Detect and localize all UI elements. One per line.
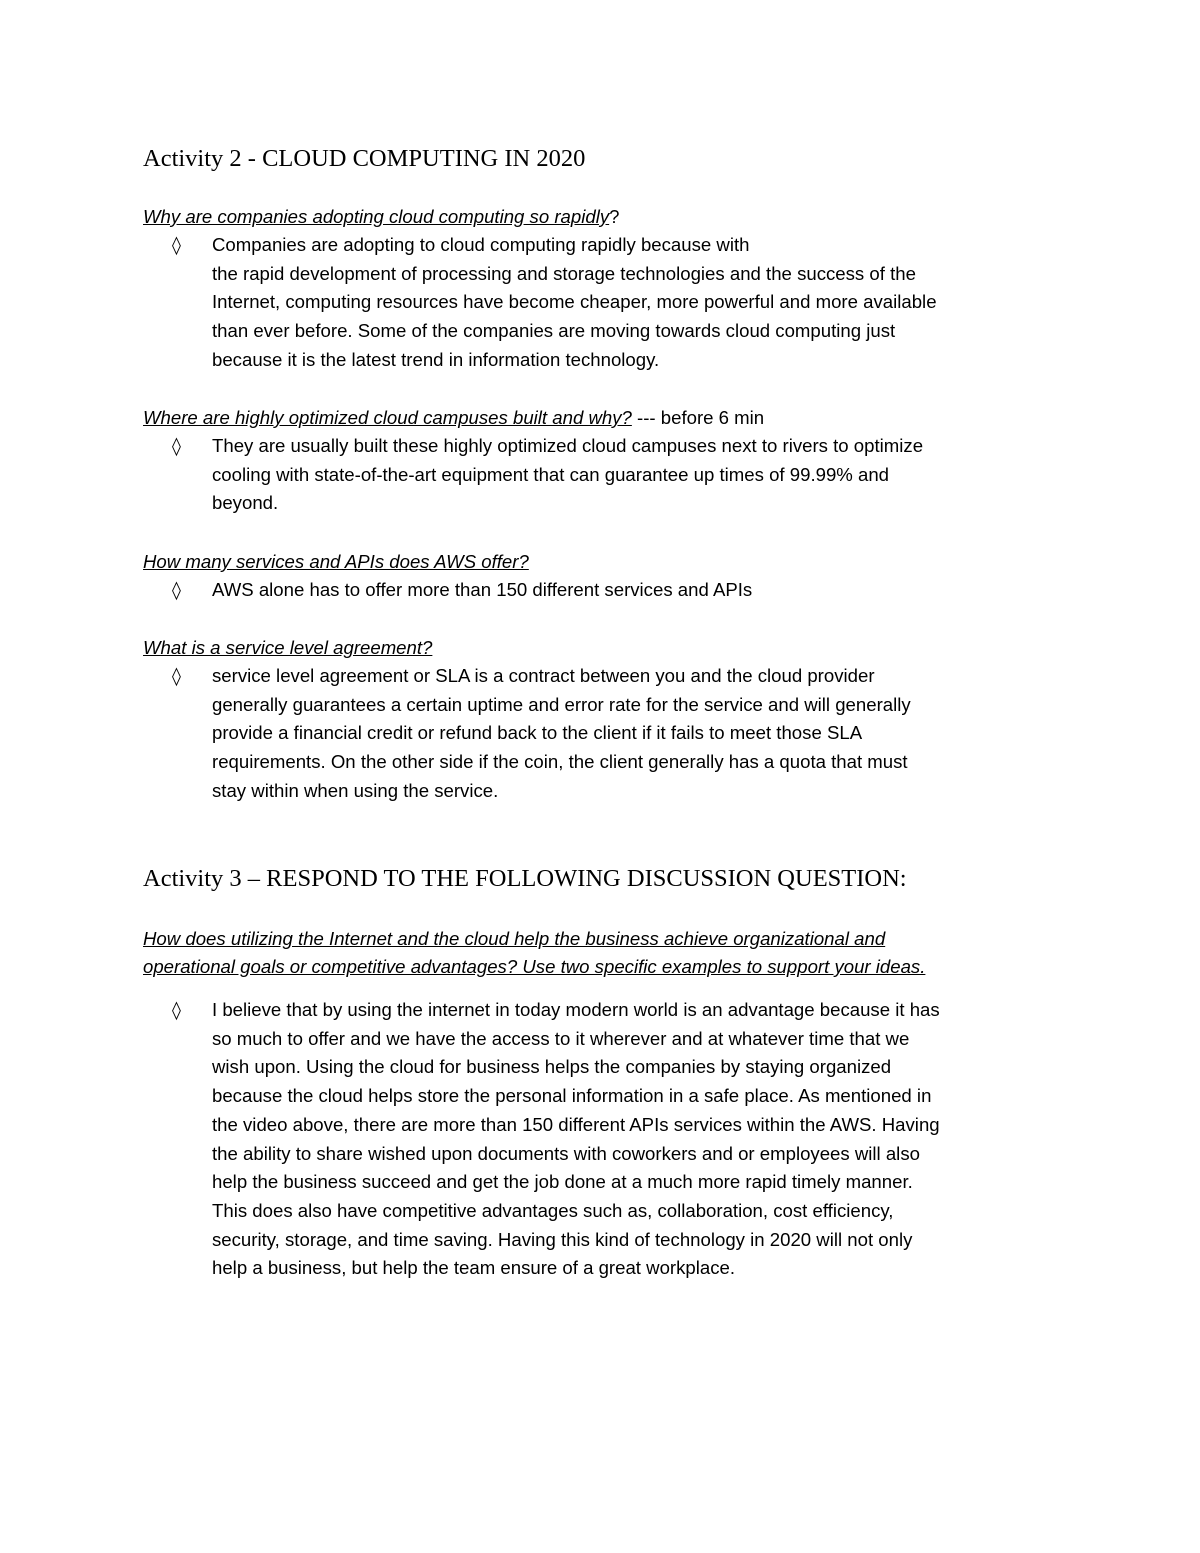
answer-line: I believe that by using the internet in today modern world is an advantage because it has xyxy=(212,999,940,1020)
bullet-diamond-icon: ◊ xyxy=(172,235,181,256)
question-2-text: Where are highly optimized cloud campuses built and why? xyxy=(143,407,632,428)
bullet-diamond-icon: ◊ xyxy=(172,1000,181,1021)
answer-line: requirements. On the other side if the coin, the client generally has a quota that must xyxy=(212,751,908,773)
answer-line: the video above, there are more than 150 different APIs services within the AWS. Having xyxy=(212,1113,940,1135)
question-4 xyxy=(143,634,432,662)
answer-line: service level agreement or SLA is a contract between you and the cloud provider xyxy=(212,665,875,686)
answer-line: provide a financial credit or refund back to the client if it fails to meet those SLA xyxy=(212,722,863,744)
activity-2-heading: Activity 2 - CLOUD COMPUTING IN 2020 xyxy=(143,145,586,172)
answer-line: They are usually built these highly optimized cloud campuses next to rivers to optimize xyxy=(212,435,924,456)
answer-line: because it is the latest trend in information technology. xyxy=(212,348,660,370)
answer-line: security, storage, and time saving. Having this kind of technology in 2020 will not only xyxy=(212,1228,913,1250)
answer-line: cooling with state-of-the-art equipment that can guarantee up times of 99.99% and xyxy=(212,463,890,485)
question-3-text: How many services and APIs does AWS offer? xyxy=(143,551,529,572)
bullet-diamond-icon: ◊ xyxy=(172,436,181,457)
question-2-tail: --- before 6 min xyxy=(631,407,765,428)
answer-1 xyxy=(212,231,1072,375)
answer-line: because the cloud helps store the personal information in a safe place. As mentioned in xyxy=(212,1085,932,1107)
answer-line: help the business succeed and get the job done at a much more rapid timely manner. xyxy=(212,1171,913,1193)
answer-line: the ability to share wished upon documents with coworkers and or employees will also xyxy=(212,1142,920,1164)
answer-line: stay within when using the service. xyxy=(212,779,499,801)
answer-3 xyxy=(212,576,1072,605)
question-1 xyxy=(143,203,619,231)
question-1-text: Why are companies adopting cloud computing so rapidly xyxy=(143,206,610,227)
discussion-question-line: operational goals or competitive advantages? Use two specific examples to support your ideas. xyxy=(143,956,926,977)
answer-line: the rapid development of processing and storage technologies and the success of the xyxy=(212,262,916,284)
question-2 xyxy=(143,404,764,432)
answer-2 xyxy=(212,432,1072,518)
answer-line: beyond. xyxy=(212,492,279,514)
answer-4 xyxy=(212,662,1072,806)
answer-line: This does also have competitive advantages such as, collaboration, cost efficiency, xyxy=(212,1199,894,1221)
question-4-text: What is a service level agreement? xyxy=(143,637,433,658)
answer-line: Companies are adopting to cloud computing rapidly because with xyxy=(212,234,750,255)
discussion-question xyxy=(143,925,925,981)
answer-line: than ever before. Some of the companies are moving towards cloud computing just xyxy=(212,320,896,342)
answer-line: AWS alone has to offer more than 150 different services and APIs xyxy=(212,579,753,600)
discussion-answer xyxy=(212,996,1072,1283)
bullet-diamond-icon: ◊ xyxy=(172,580,181,601)
answer-line: Internet, computing resources have become cheaper, more powerful and more available xyxy=(212,291,937,313)
question-3 xyxy=(143,548,529,576)
answer-line: so much to offer and we have the access to it wherever and at whatever time that we xyxy=(212,1027,910,1049)
answer-line: help a business, but help the team ensure of a great workplace. xyxy=(212,1257,736,1279)
answer-line: generally guarantees a certain uptime and error rate for the service and will generally xyxy=(212,693,911,715)
activity-3-heading: Activity 3 – RESPOND TO THE FOLLOWING DISCUSSION QUESTION: xyxy=(143,865,907,892)
bullet-diamond-icon: ◊ xyxy=(172,666,181,687)
question-1-tail: ? xyxy=(609,206,620,227)
discussion-question-line: How does utilizing the Internet and the cloud help the business achieve organizational and xyxy=(143,928,886,949)
answer-line: wish upon. Using the cloud for business helps the companies by staying organized xyxy=(212,1056,892,1078)
